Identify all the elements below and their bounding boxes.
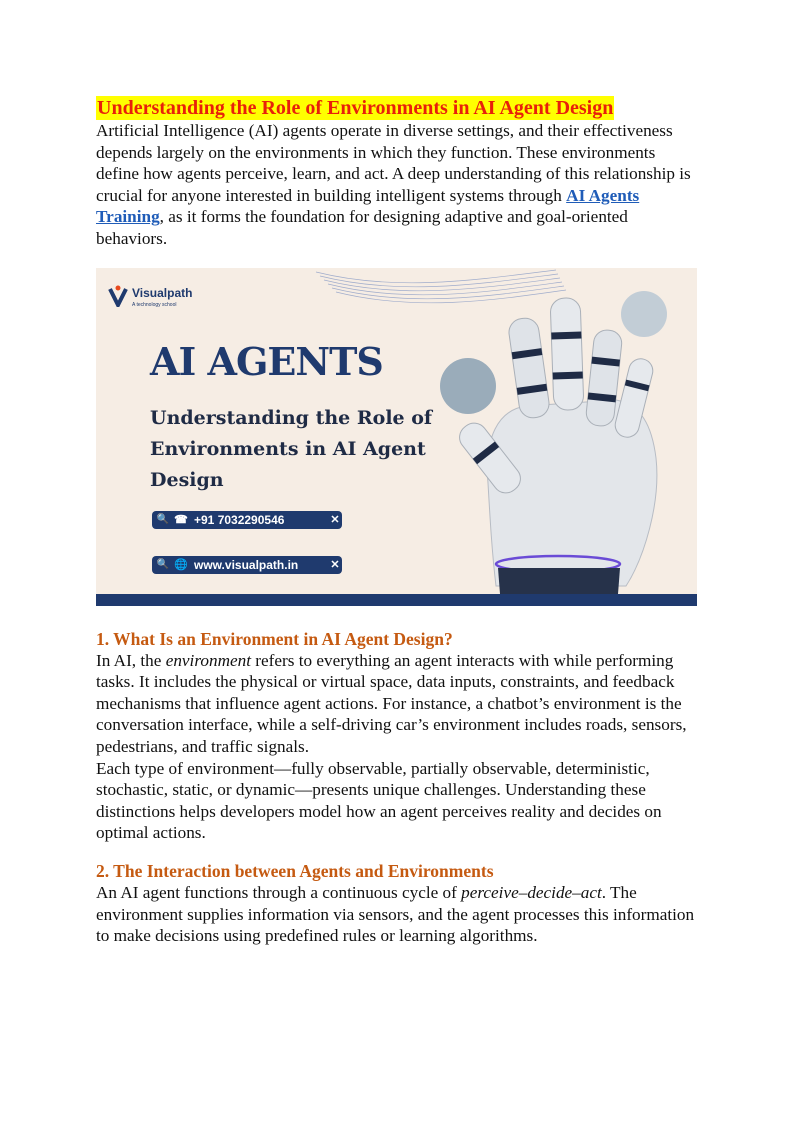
close-icon: ✕ [330,514,340,527]
circle-decoration [621,291,667,337]
section1-text-end: refers to everything an agent interacts with while performing tasks. It includes the physical or virtual space, data inputs, constraints, and feedback mechanisms that influence agent actions. For instance, a chatbot’s environment is the conversation interface, while a self-driving car’s environment includes roads, sensors, pedestrians, and traffic signals. [96,650,687,756]
search-icon: 🔍 [156,514,170,526]
website-search-pill [152,556,342,574]
banner-headline: AI AGENTS [150,338,383,384]
section2-paragraph1 [96,882,700,947]
ai-agents-banner [96,268,697,606]
phone-number: +91 7032290546 [194,512,285,527]
section2-heading: 2. The Interaction between Agents and Environments [96,860,494,881]
ai-agents-training-link[interactable]: AI Agents Training [96,185,640,227]
close-icon: ✕ [330,559,340,572]
intro-paragraph [96,120,700,250]
section1-heading: 1. What Is an Environment in AI Agent Design? [96,628,453,649]
wave-lines-decoration [316,270,566,303]
logo-name: Visualpath [132,285,193,300]
visualpath-logo-mark [108,285,128,307]
intro-text-end: , as it forms the foundation for designing adaptive and goal-oriented behaviors. [96,207,628,248]
visualpath-logo [108,284,192,308]
search-icon: 🔍 [156,559,170,571]
globe-icon: 🌐 [174,559,188,572]
section1-paragraph2: Each type of environment—fully observable, partially observable, deterministic, stochastic, static, or dynamic—presents unique challenges. Understanding these distinctions helps developers model how an agent perceives reality and decides on optimal actions. [96,758,662,843]
section1-paragraph1 [96,650,700,758]
banner-footer-bar [96,594,697,606]
document-page [96,96,700,947]
logo-tagline: A technology school [132,301,177,308]
banner-subheadline: Understanding the Role of Environments in AI Agent Design [150,406,433,491]
robot-hand-illustration [454,297,657,593]
section1-emphasis: environment [165,650,251,670]
section2-text-end: . The environment supplies information via sensors, and the agent processes this information to make decisions using predefined rules or learning algorithms. [96,882,695,946]
page-title: Understanding the Role of Environments in AI Agent Design [97,97,614,119]
section2-text: An AI agent functions through a continuous cycle of [96,882,462,902]
section2-emphasis: perceive–decide–act [461,882,602,902]
intro-text: Artificial Intelligence (AI) agents operate in diverse settings, and their effectiveness depends largely on the environments in which they function. These environments define how agents perceive, learn, and act. A deep understanding of this relationship is crucial for anyone interested in building intelligent systems through [96,121,691,205]
website-url: www.visualpath.in [194,557,299,572]
phone-icon: ☎ [174,514,188,527]
section1-text: In AI, the [96,650,166,670]
circle-decoration [440,358,496,414]
phone-search-pill [152,511,342,529]
